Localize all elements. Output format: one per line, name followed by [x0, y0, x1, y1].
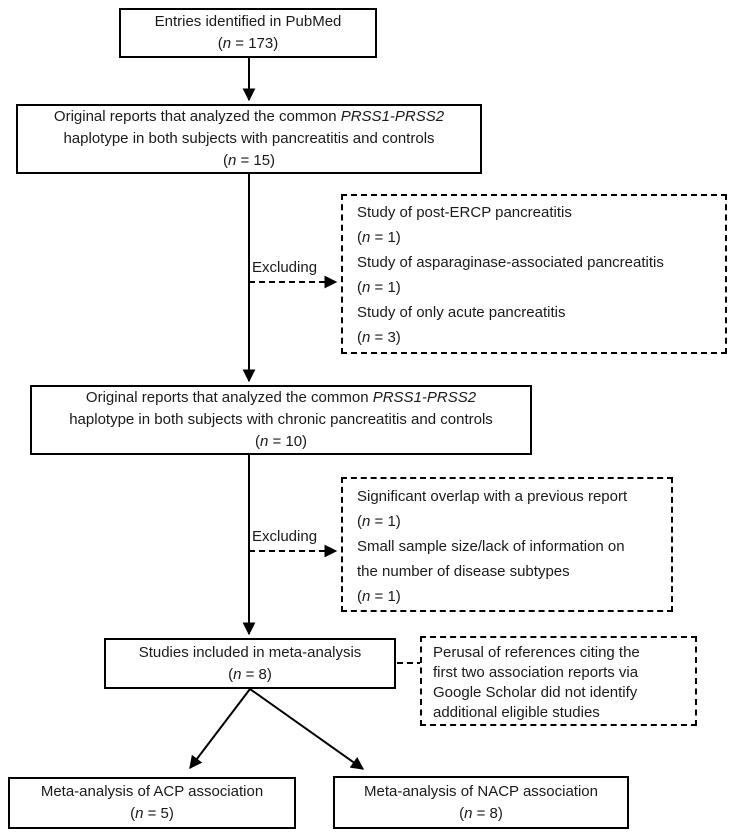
box-meta-analysis-included: Studies included in meta-analysis (n = 8): [104, 638, 396, 689]
box-excluded-studies-2: Significant overlap with a previous report (n = 1) Small sample size/lack of information on the number of disease subtypes (n = 1): [341, 477, 673, 612]
excluding-label-2: Excluding: [252, 528, 318, 545]
box-excluded-studies-1: Study of post-ERCP pancreatitis (n = 1) Study of asparaginase-associated pancreatitis (n = 1) Study of only acute pancreatitis (n = 3): [341, 194, 727, 354]
box-acp-meta-analysis: Meta-analysis of ACP association (n = 5): [8, 777, 296, 829]
box-reports-chronic-pancreatitis: Original reports that analyzed the common PRSS1-PRSS2 haplotype in both subjects with chronic pancreatitis and controls (n = 10): [30, 385, 532, 455]
box-citation-search-note: Perusal of references citing the first two association reports via Google Scholar did not identify additional eligible studies: [420, 636, 697, 726]
arrow-included-to-nacp: [250, 689, 363, 769]
box-pubmed-entries: Entries identified in PubMed (n = 173): [119, 8, 377, 58]
arrow-included-to-acp: [190, 689, 250, 768]
box-nacp-meta-analysis: Meta-analysis of NACP association (n = 8): [333, 776, 629, 829]
box-reports-pancreatitis: Original reports that analyzed the common PRSS1-PRSS2 haplotype in both subjects with pancreatitis and controls (n = 15): [16, 104, 482, 174]
excluding-label-1: Excluding: [252, 259, 318, 276]
